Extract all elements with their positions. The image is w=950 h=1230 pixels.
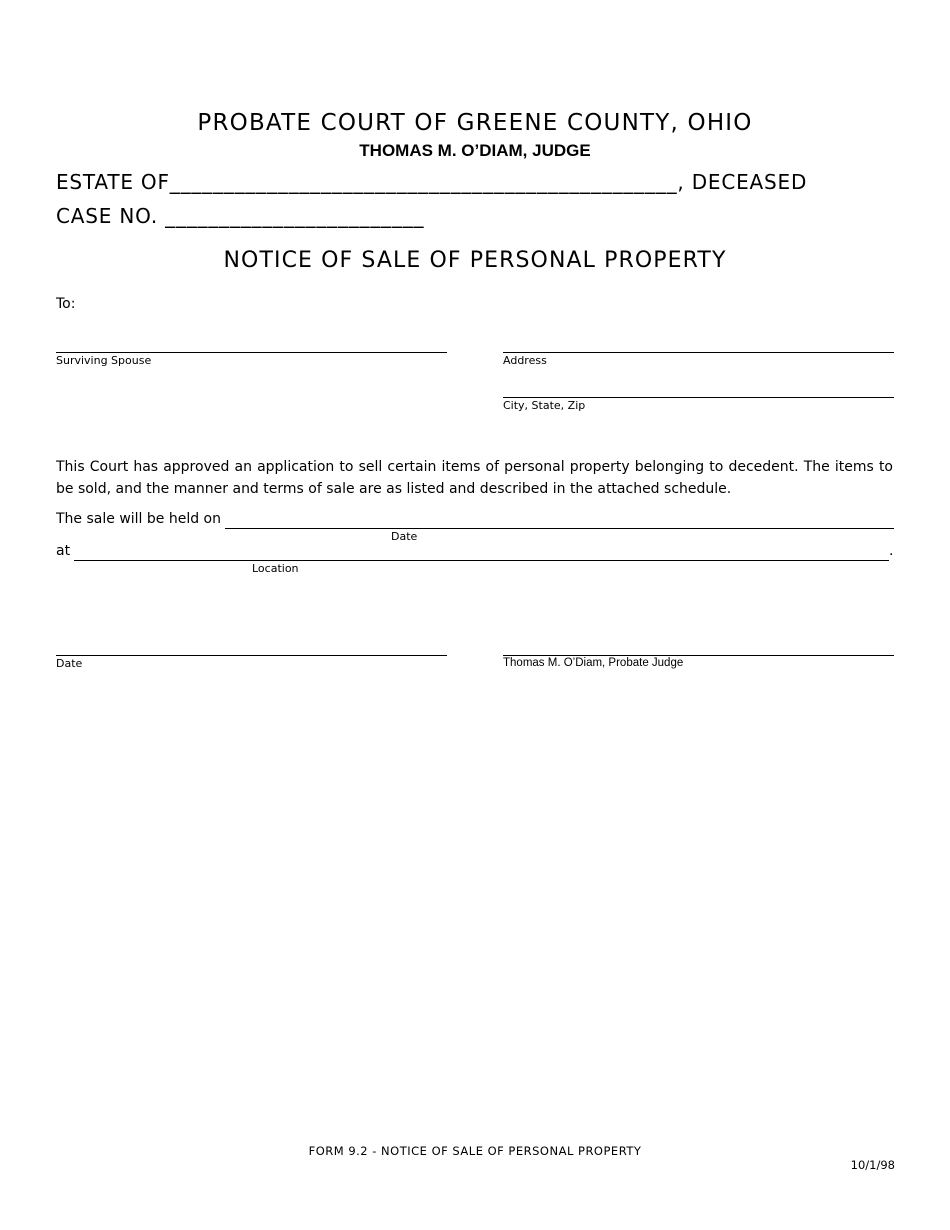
notice-title: NOTICE OF SALE OF PERSONAL PROPERTY <box>223 248 727 273</box>
sale-date-label: Date <box>391 530 418 543</box>
judge-signature-label: Thomas M. O’Diam, Probate Judge <box>503 657 684 669</box>
body-paragraph: This Court has approved an application to sell certain items of personal property belonging to decedent. The items to be sold, and the manner and terms of sale are as listed and described in the attached schedule. <box>56 459 893 497</box>
sale-at-text: at <box>56 543 71 559</box>
signature-date-label: Date <box>56 657 83 670</box>
sale-date-field[interactable] <box>225 528 894 529</box>
surviving-spouse-label: Surviving Spouse <box>56 354 152 367</box>
location-end-period: . <box>889 543 894 559</box>
estate-of-line: ESTATE OF_______________________________________________, DECEASED <box>56 170 808 194</box>
footer-revision-date: 10/1/98 <box>850 1158 895 1172</box>
court-title: PROBATE COURT OF GREENE COUNTY, OHIO <box>197 110 753 136</box>
address-label: Address <box>503 354 547 367</box>
judge-signature-field[interactable] <box>503 655 894 656</box>
city-state-zip-label: City, State, Zip <box>503 399 586 412</box>
judge-name: THOMAS M. O’DIAM, JUDGE <box>359 141 591 160</box>
city-state-zip-field[interactable] <box>503 397 894 398</box>
address-field[interactable] <box>503 352 894 353</box>
sale-held-on-text: The sale will be held on <box>56 511 221 527</box>
sale-location-field[interactable] <box>74 560 889 561</box>
surviving-spouse-field[interactable] <box>56 352 447 353</box>
signature-date-field[interactable] <box>56 655 447 656</box>
to-label: To: <box>56 296 76 312</box>
sale-location-label: Location <box>252 562 299 575</box>
case-number-line: CASE NO. ________________________ <box>56 204 425 228</box>
footer-form-name: FORM 9.2 - NOTICE OF SALE OF PERSONAL PROPERTY <box>308 1144 642 1158</box>
